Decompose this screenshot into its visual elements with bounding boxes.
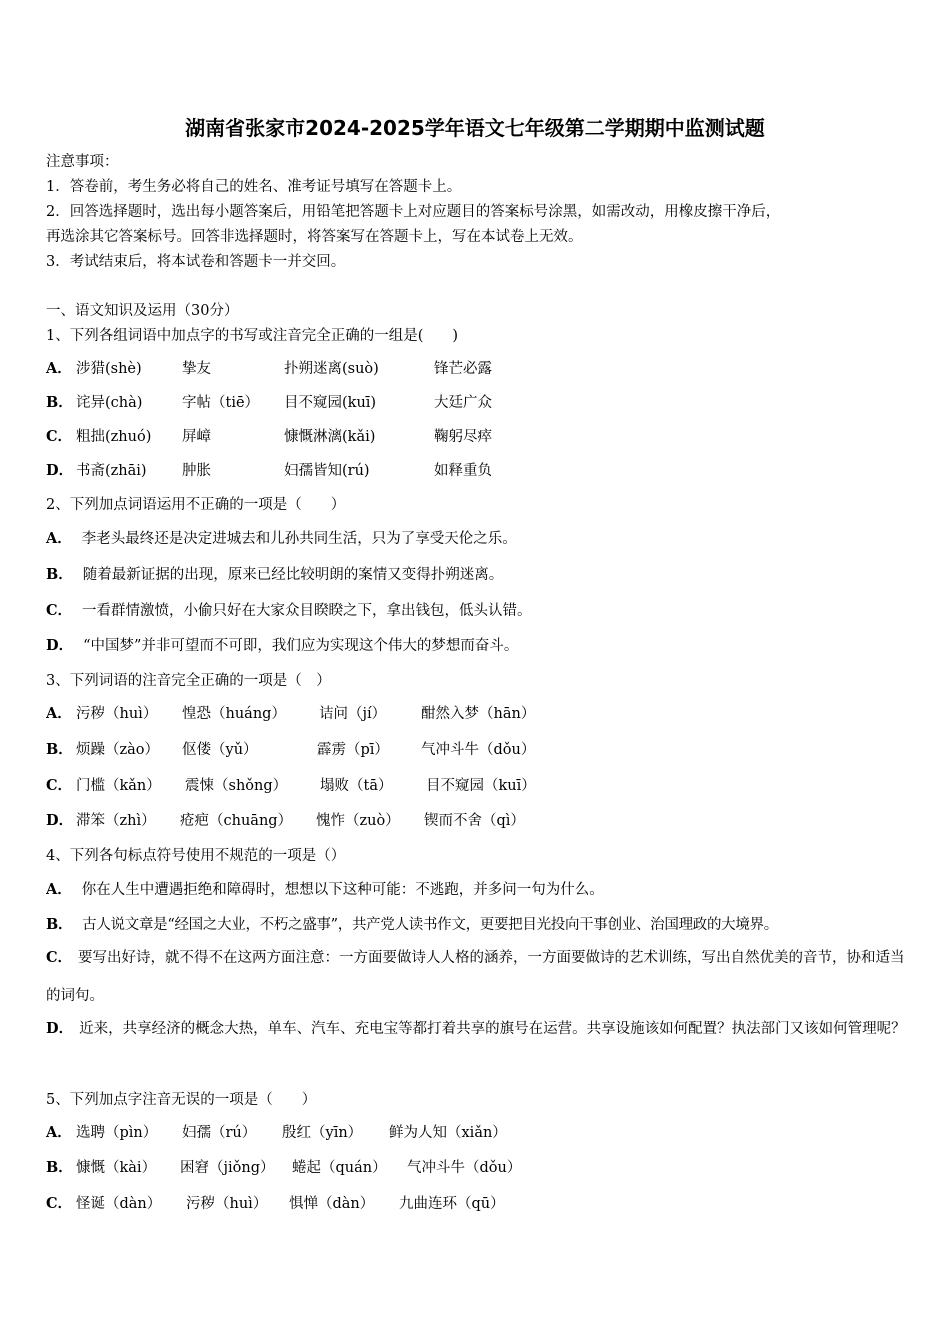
q2-option-a — [46, 529, 517, 549]
q1-c-word-4: 鞠躬尽瘁 — [434, 429, 492, 445]
q3-c-word-1: 门槛（kǎn） — [76, 778, 161, 794]
q5-c-word-4: 九曲连环（qū） — [399, 1196, 505, 1212]
q3-d-word-2: 疮疤（chuāng） — [180, 813, 293, 829]
option-label: D． — [46, 1020, 74, 1037]
option-label: C． — [46, 1195, 73, 1212]
q5-c-word-3: 惧惮（dàn） — [289, 1196, 375, 1212]
option-text: 随着最新证据的出现，原来已经比较明朗的案情又变得扑朔迷离。 — [82, 567, 504, 583]
question-4-stem: 4、下列各句标点符号使用不规范的一项是（） — [46, 848, 346, 864]
section-heading: 一、语文知识及运用（30分） — [46, 303, 239, 319]
q3-c-word-2: 震悚（shǒng） — [185, 778, 288, 794]
q1-a-word-1: 涉猎(shè) — [76, 361, 142, 377]
option-text: 近来，共享经济的概念大热，单车、汽车、充电宝等都打着共享的旗号在运营。共享设施该如何配置？执法部门又该如何管理呢？ — [79, 1021, 906, 1037]
option-label: D． — [46, 637, 74, 654]
q1-c-word-2: 屏嶂 — [182, 429, 211, 445]
q4-option-c — [46, 939, 908, 1015]
question-3-stem: 3、下列词语的注音完全正确的一项是（ ） — [46, 673, 331, 689]
page-title: 湖南省张家市2024-2025学年语文七年级第二学期期中监测试题 — [185, 116, 765, 140]
q1-b-word-3: 目不窥园(kuī) — [284, 395, 377, 411]
notice-heading: 注意事项： — [46, 154, 119, 170]
q1-a-word-4: 锋芒必露 — [434, 361, 492, 377]
q2-option-d — [46, 636, 518, 656]
option-label: B． — [46, 394, 73, 411]
q3-a-word-4: 酣然入梦（hān） — [421, 706, 536, 722]
q1-d-word-3: 妇孺皆知(rú) — [284, 463, 370, 479]
option-label: D． — [46, 462, 74, 479]
q5-a-word-4: 鲜为人知（xiǎn） — [389, 1125, 507, 1141]
q3-c-word-4: 目不窥园（kuī） — [426, 778, 536, 794]
q5-a-word-1: 选聘（pìn） — [76, 1125, 158, 1141]
option-label: B． — [46, 916, 73, 933]
q5-b-word-3: 蜷起（quán） — [292, 1160, 387, 1176]
q1-c-word-1: 粗拙(zhuó) — [76, 429, 152, 445]
option-label: A． — [46, 1124, 72, 1141]
option-label: C． — [46, 949, 73, 966]
q4-option-d — [46, 1010, 908, 1048]
q5-a-word-3: 殷红（yīn） — [282, 1125, 363, 1141]
q1-d-word-4: 如释重负 — [434, 463, 492, 479]
q3-b-word-2: 伛偻（yǔ） — [182, 742, 258, 758]
q5-b-word-2: 困窘（jiǒng） — [180, 1160, 275, 1176]
q4-option-b — [46, 915, 778, 935]
option-label: D． — [46, 812, 74, 829]
q1-b-word-4: 大廷广众 — [434, 395, 492, 411]
option-label: B． — [46, 741, 73, 758]
q1-d-word-1: 书斋(zhāi) — [76, 463, 147, 479]
q1-a-word-3: 扑朔迷离(suò) — [284, 361, 379, 377]
q3-b-word-3: 霹雳（pī） — [317, 742, 389, 758]
question-2-stem: 2、下列加点词语运用不正确的一项是（ ） — [46, 497, 346, 513]
option-text: 一看群情激愤，小偷只好在大家众目睽睽之下，拿出钱包，低头认错。 — [82, 603, 532, 619]
q5-a-word-2: 妇孺（rú） — [182, 1125, 257, 1141]
q1-b-word-2: 字帖（tiē） — [182, 395, 260, 411]
q1-a-word-2: 挚友 — [182, 361, 211, 377]
q3-b-word-1: 烦躁（zào） — [76, 742, 160, 758]
q3-d-word-4: 锲而不舍（qì） — [424, 813, 525, 829]
option-text: “中国梦”并非可望而不可即，我们应为实现这个伟大的梦想而奋斗。 — [83, 638, 519, 654]
question-5-stem: 5、下列加点字注音无误的一项是（ ） — [46, 1092, 317, 1108]
q2-option-c — [46, 601, 532, 621]
question-1-stem: 1、下列各组词语中加点字的书写或注音完全正确的一组是( ) — [46, 328, 459, 344]
notice-item-1: 1．答卷前，考生务必将自己的姓名、准考证号填写在答题卡上。 — [46, 179, 462, 195]
q1-c-word-3: 慷慨淋漓(kǎi) — [284, 429, 376, 445]
q3-b-word-4: 气冲斗牛（dǒu） — [421, 742, 536, 758]
option-text: 李老头最终还是决定进城去和儿孙共同生活，只为了享受天伦之乐。 — [81, 531, 517, 547]
option-label: C． — [46, 777, 73, 794]
option-label: C． — [46, 428, 73, 445]
q1-d-word-2: 肿胀 — [182, 463, 211, 479]
q3-c-word-3: 塌败（tā） — [320, 778, 393, 794]
q4-option-a — [46, 880, 604, 900]
q3-a-word-1: 污秽（huì） — [76, 706, 158, 722]
option-label: A． — [46, 530, 72, 547]
option-label: B． — [46, 566, 73, 583]
q3-d-word-1: 滞笨（zhì） — [76, 813, 156, 829]
q3-a-word-3: 诘问（jí） — [319, 706, 387, 722]
notice-item-3: 3．考试结束后，将本试卷和答题卡一并交回。 — [46, 254, 346, 270]
q2-option-b — [46, 565, 503, 585]
option-label: A． — [46, 705, 72, 722]
q5-c-word-1: 怪诞（dàn） — [76, 1196, 162, 1212]
q5-b-word-1: 慷慨（kài） — [76, 1160, 157, 1176]
option-text: 要写出好诗，就不得不在这两方面注意：一方面要做诗人人格的涵养，一方面要做诗的艺术训练，写出自然优美的音节，协和适当的词句。 — [46, 950, 905, 1004]
notice-item-2a: 2．回答选择题时，选出每小题答案后，用铅笔把答题卡上对应题目的答案标号涂黑，如需改动，用橡皮擦干净后， — [46, 204, 781, 220]
option-text: 古人说文章是“经国之大业，不朽之盛事”，共产党人读书作文，更要把目光投向干事创业、治国理政的大境界。 — [82, 917, 778, 933]
q3-d-word-3: 愧怍（zuò） — [316, 813, 400, 829]
option-text: 你在人生中遭遇拒绝和障碍时，想想以下这种可能：不逃跑，并多问一句为什么。 — [81, 882, 604, 898]
option-label: C． — [46, 602, 73, 619]
notice-item-2b: 再选涂其它答案标号。回答非选择题时，将答案写在答题卡上，写在本试卷上无效。 — [46, 229, 583, 245]
q5-c-word-2: 污秽（huì） — [186, 1196, 268, 1212]
q5-b-word-4: 气冲斗牛（dǒu） — [407, 1160, 522, 1176]
q1-b-word-1: 诧异(chà) — [76, 395, 143, 411]
option-label: A． — [46, 360, 72, 377]
option-label: A． — [46, 881, 72, 898]
q3-a-word-2: 惶恐（huáng） — [182, 706, 286, 722]
option-label: B． — [46, 1159, 73, 1176]
